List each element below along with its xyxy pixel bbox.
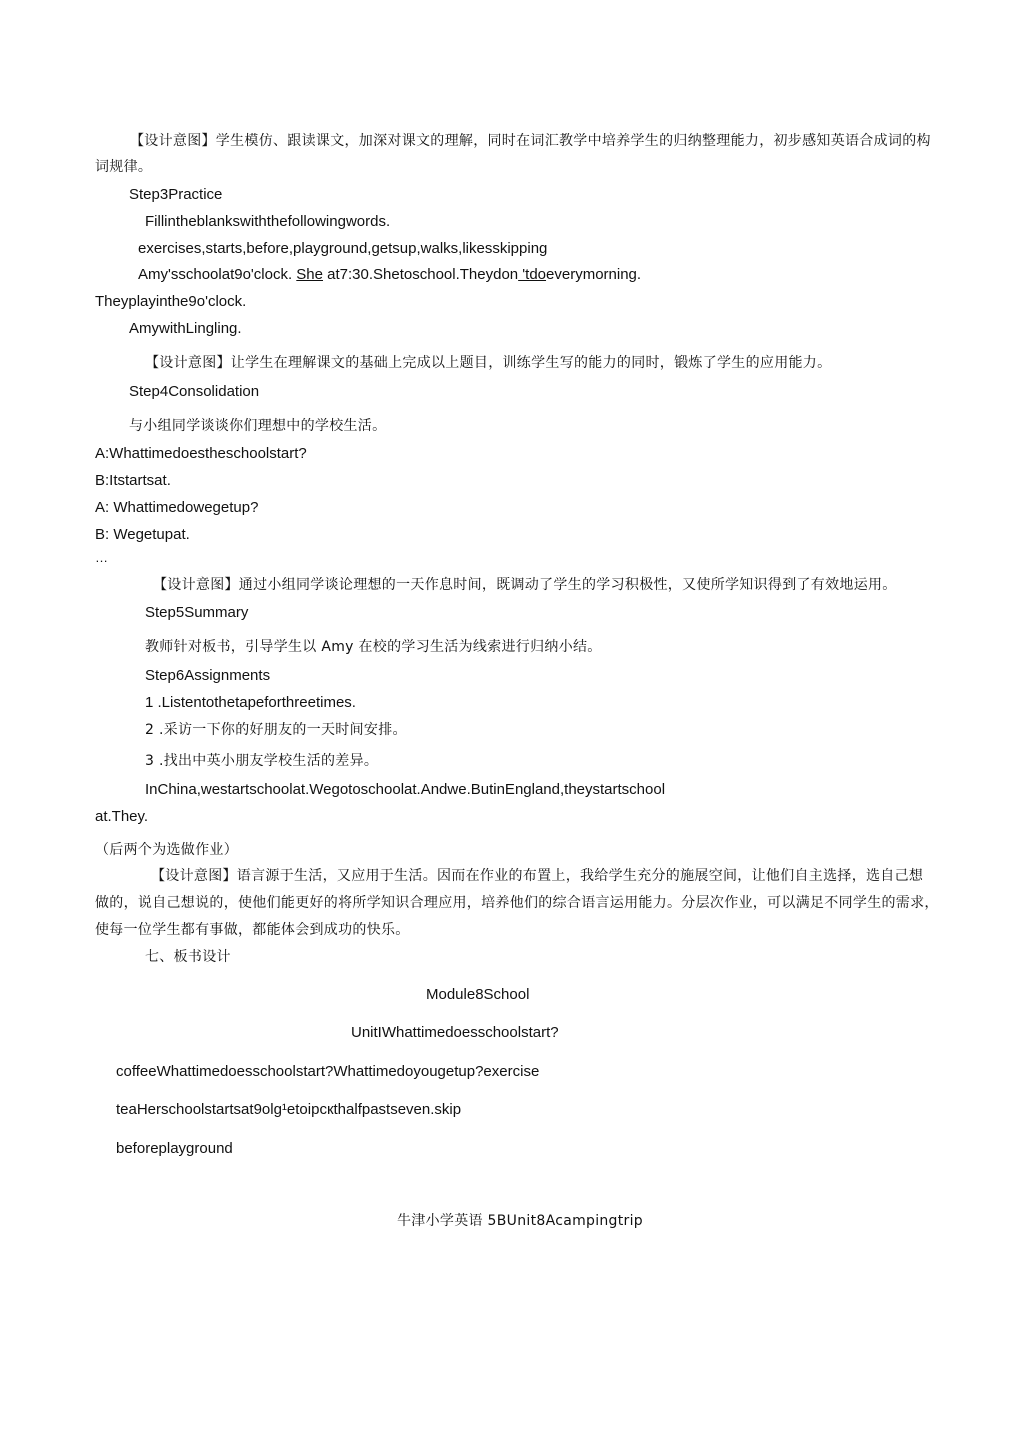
dialog-line: A:Whattimedoestheschoolstart? bbox=[95, 445, 307, 462]
design-intent-paragraph: 词规律。 bbox=[95, 159, 153, 175]
dialog-line: A: Whattimedowegetup? bbox=[95, 499, 259, 516]
fill-blank-sentence: AmywithLingling. bbox=[129, 320, 242, 337]
design-intent-paragraph: 使每一位学生都有事做，都能体会到成功的快乐。 bbox=[95, 922, 410, 938]
sentence-part: Amy'sschoolat9o'clock. bbox=[138, 266, 297, 283]
underlined-word: 'tdo bbox=[518, 266, 547, 283]
board-unit-title: UnitIWhattimedoesschoolstart? bbox=[351, 1024, 559, 1041]
assignment-item: 1 .Listentothetapeforthreetimes. bbox=[145, 694, 356, 711]
dialog-line: B:Itstartsat. bbox=[95, 472, 171, 489]
exercise-instruction: Fillintheblankswiththefollowingwords. bbox=[145, 213, 391, 230]
board-module-title: Module8School bbox=[426, 986, 530, 1003]
optional-note: （后两个为选做作业） bbox=[95, 842, 238, 858]
fill-blank-sentence bbox=[138, 265, 641, 285]
step-heading: Step6Assignments bbox=[145, 667, 271, 684]
dialog-line: B: Wegetupat. bbox=[95, 526, 190, 543]
sentence-part: at7:30.Shetoschool.Theydon bbox=[323, 266, 519, 283]
step-heading: Step5Summary bbox=[145, 604, 249, 621]
summary-text: 教师针对板书，引导学生以 Amy 在校的学习生活为线索进行归纳小结。 bbox=[145, 639, 602, 655]
word-bank: exercises,starts,before,playground,getsup,walks,likesskipping bbox=[138, 240, 548, 257]
design-intent-paragraph: 【设计意图】学生模仿、跟读课文，加深对课文的理解，同时在词汇教学中培养学生的归纳整理能力，初步感知英语合成词的构 bbox=[130, 133, 931, 149]
underlined-word: She bbox=[296, 266, 323, 283]
board-row: coffeeWhattimedoesschoolstart?Whattimedoyougetup?exercise bbox=[116, 1063, 540, 1080]
step-heading: Step4Consolidation bbox=[129, 383, 260, 400]
assignment-item: 2 .采访一下你的好朋友的一天时间安排。 bbox=[145, 722, 407, 738]
next-lesson-title: 牛津小学英语 5BUnit8Acampingtrip bbox=[397, 1213, 643, 1229]
design-intent-paragraph: 做的，说自己想说的，使他们能更好的将所学知识合理应用，培养他们的综合语言运用能力。分层次作业，可以满足不同学生的需求， bbox=[95, 895, 939, 911]
design-intent-paragraph: 【设计意图】通过小组同学谈论理想的一天作息时间，既调动了学生的学习积极性，又使所学知识得到了有效地运用。 bbox=[153, 577, 897, 593]
board-row: teaHerschoolstartsat9olg¹etoipcкthalfpastseven.skip bbox=[116, 1101, 462, 1118]
task-description: 与小组同学谈谈你们理想中的学校生活。 bbox=[129, 418, 387, 434]
assignment-item: 3 .找出中英小朋友学校生活的差异。 bbox=[145, 753, 379, 769]
design-intent-paragraph: 【设计意图】语言源于生活，又应用于生活。因而在作业的布置上，我给学生充分的施展空间，让他们自主选择，选自己想 bbox=[151, 868, 924, 884]
board-row: beforeplayground bbox=[116, 1140, 233, 1157]
step-heading: Step3Practice bbox=[129, 186, 223, 203]
design-intent-paragraph: 【设计意图】让学生在理解课文的基础上完成以上题目，训练学生写的能力的同时，锻炼了学生的应用能力。 bbox=[145, 355, 832, 371]
section-heading: 七、板书设计 bbox=[145, 949, 231, 965]
fill-blank-paragraph: at.They. bbox=[95, 808, 149, 825]
fill-blank-sentence: Theyplayinthe9o'clock. bbox=[95, 293, 247, 310]
ellipsis: … bbox=[95, 550, 108, 565]
sentence-part: everymorning. bbox=[546, 266, 642, 283]
fill-blank-paragraph: InChina,westartschoolat.Wegotoschoolat.Andwe.ButinEngland,theystartschool bbox=[145, 781, 666, 798]
